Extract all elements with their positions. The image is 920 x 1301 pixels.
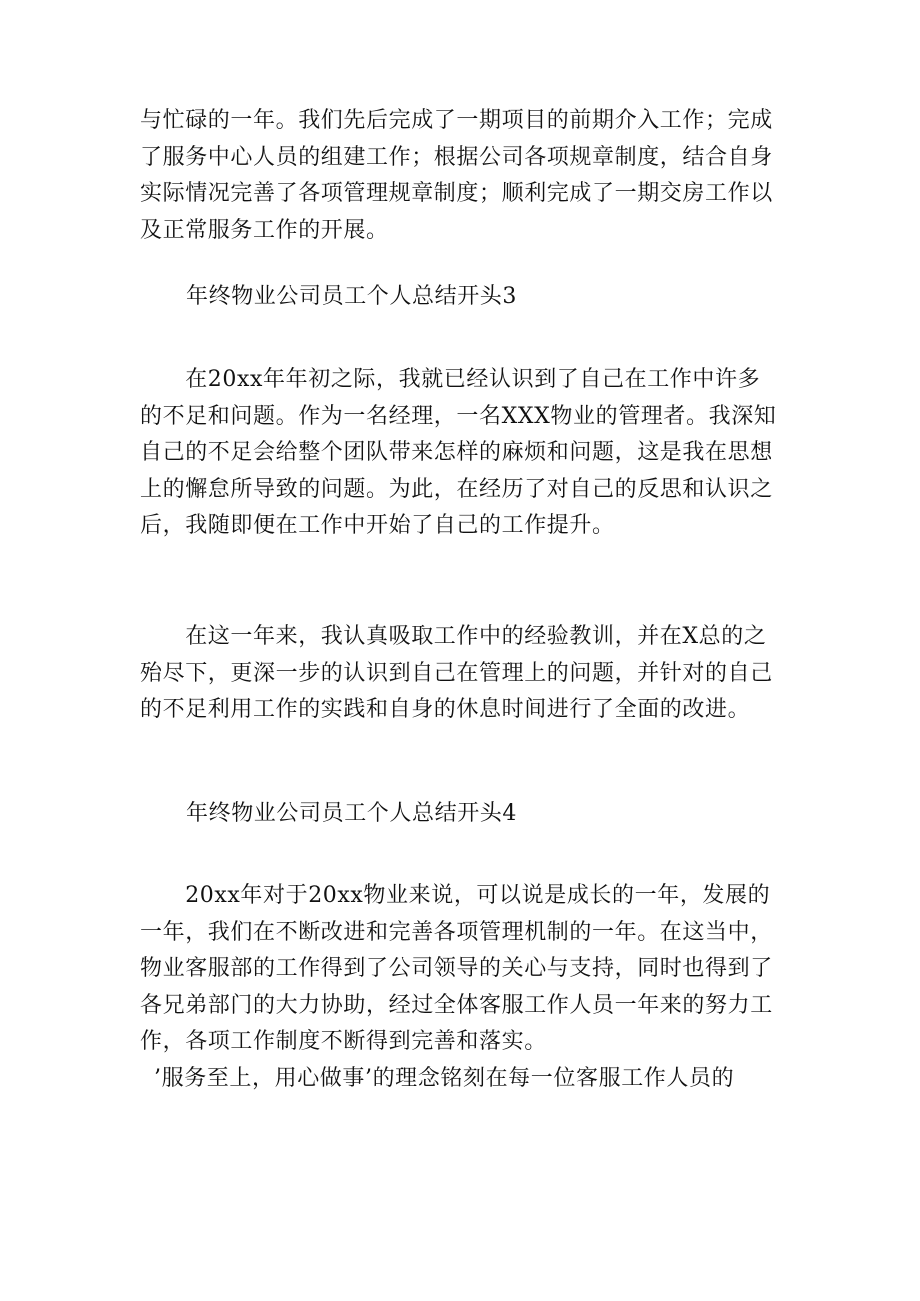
text-line: 的不足利用工作的实践和自身的休息时间进行了全面的改进。 <box>140 697 751 722</box>
text-line: 各兄弟部门的大力协助，经过全体客服工作人员一年来的努力工 <box>140 992 773 1018</box>
text-line: 物业客服部的工作得到了公司领导的关心与支持，同时也得到了 <box>140 956 773 981</box>
text-line: 与忙碌的一年。我们先后完成了一期项目的前期介入工作；完成 <box>140 108 773 133</box>
text-line: 在这一年来，我认真吸取工作中的经验教训，并在X总的之 <box>140 624 767 649</box>
section3-paragraph-2 <box>140 619 800 729</box>
text-line: 实际情况完善了各项管理规章制度；顺利完成了一期交房工作以 <box>140 181 773 206</box>
section-heading-4: 年终物业公司员工个人总结开头4 <box>186 801 517 826</box>
text-line: 一年，我们在不断改进和完善各项管理机制的一年。在这当中， <box>140 919 773 945</box>
text-line: 的不足和问题。作为一名经理，一名XXX物业的管理者。我深知 <box>140 403 777 429</box>
text-line: 20xx年对于20xx物业来说，可以说是成长的一年，发展的 <box>140 883 771 908</box>
text-line: 后，我随即便在工作中开始了自己的工作提升。 <box>140 513 615 538</box>
section4-paragraph-1 <box>140 878 800 1097</box>
text-line: 自己的不足会给整个团队带来怎样的麻烦和问题，这是我在思想 <box>140 440 773 465</box>
text-line: ’服务至上，用心做事’的理念铭刻在每一位客服工作人员的 <box>154 1065 735 1091</box>
section3-paragraph-1 <box>140 362 800 545</box>
text-line: 了服务中心人员的组建工作；根据公司各项规章制度，结合自身 <box>140 144 773 170</box>
section-heading-3: 年终物业公司员工个人总结开头3 <box>186 284 517 309</box>
text-line: 作，各项工作制度不断得到完善和落实。 <box>140 1029 547 1054</box>
text-line: 在20xx年年初之际，我就已经认识到了自己在工作中许多 <box>140 367 761 392</box>
intro-paragraph <box>140 103 800 249</box>
text-line: 及正常服务工作的开展。 <box>140 217 389 243</box>
text-line: 殆尽下，更深一步的认识到自己在管理上的问题，并针对的自己 <box>140 660 773 686</box>
text-line: 上的懈怠所导致的问题。为此，在经历了对自己的反思和认识之 <box>140 476 773 502</box>
